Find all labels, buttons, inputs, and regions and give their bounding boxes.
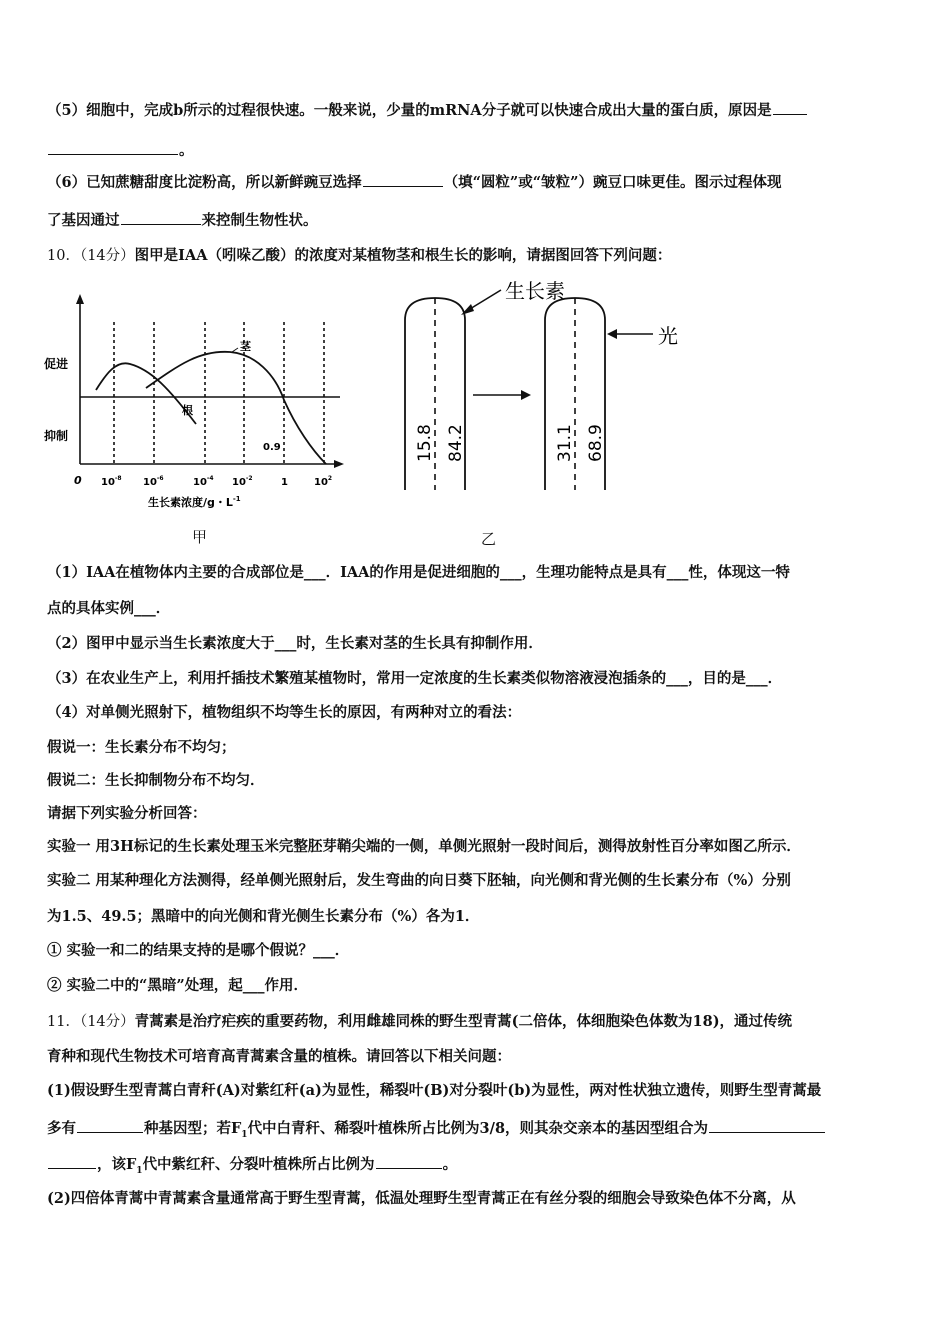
label-auxin: 生长素 <box>505 279 565 303</box>
question-number: 10．（14分） <box>47 248 135 264</box>
line-q6 <box>47 172 906 194</box>
q11-text-4c: 代中白青秆、稀裂叶植株所占比例为3/8，则其杂交亲本的基因型组合为 <box>247 1120 709 1137</box>
x-tick-labels <box>101 475 332 488</box>
tick-label: $10^{-2}$ <box>232 475 253 488</box>
value-left-2: 84.2 <box>446 424 466 462</box>
experiment-2-cont <box>47 906 906 928</box>
stem-curve <box>146 352 326 464</box>
experiment-1 <box>47 836 906 858</box>
experiment-1-text: 实验一 用3H标记的生长素处理玉米完整胚芽鞘尖端的一侧，单侧光照射一段时间后，测得放射性百分率如图乙所示． <box>47 838 801 855</box>
caption-yi: 乙 <box>481 530 497 548</box>
sub-question-2-text: ② 实验二中的“黑暗”处理，起___作用． <box>47 977 308 994</box>
question-text: 青蒿素是治疗疟疾的重要药物，利用雌雄同株的野生型青蒿(二倍体，体细胞染色体数为18)，通过传统 <box>134 1013 793 1030</box>
answer-blank[interactable] <box>709 1118 825 1133</box>
grid-lines <box>114 322 324 464</box>
subscript: 1 <box>241 1129 248 1140</box>
figure-jia <box>40 292 360 524</box>
subscript: 1 <box>136 1165 143 1176</box>
q11-text-4b: 种基因型；若F <box>144 1120 242 1137</box>
question-text: 图甲是IAA（吲哚乙酸）的浓度对某植物茎和根生长的影响，请据图回答下列问题： <box>134 247 672 264</box>
label-light: 光 <box>658 324 678 348</box>
q10-part1-text: （1）IAA在植物体内主要的合成部位是___．IAA的作用是促进细胞的___，生理功能特点是具有___性，体现这一特 <box>47 564 790 581</box>
q10-part3 <box>47 668 906 690</box>
tick-origin: 0 <box>74 474 82 487</box>
question-number: 11．（14分） <box>47 1014 135 1030</box>
line-q5 <box>47 100 906 122</box>
q11-text-4a: 多有 <box>47 1120 76 1137</box>
q10-part1 <box>47 562 906 584</box>
line-q5-cont <box>47 140 906 162</box>
q11-text-5c: 。 <box>442 1156 458 1173</box>
q11-line5 <box>47 1154 906 1182</box>
q11-line2 <box>47 1046 906 1068</box>
question-11-header <box>47 1011 906 1033</box>
sub-question-1-text: ① 实验一和二的结果支持的是哪个假说？___． <box>47 942 350 959</box>
value-left-1: 15.8 <box>415 424 435 462</box>
hypothesis-1 <box>47 737 906 759</box>
q10-part2 <box>47 633 906 655</box>
sub-question-2 <box>47 975 906 997</box>
q11-line6 <box>47 1188 906 1210</box>
answer-blank[interactable] <box>121 210 201 225</box>
q5-text: （5）细胞中，完成b所示的过程很快速。一般来说，少量的mRNA分子就可以快速合成出大量的蛋白质，原因是 <box>47 102 772 119</box>
value-right-2: 68.9 <box>586 424 606 462</box>
q11-line4 <box>47 1118 906 1146</box>
q10-part4 <box>47 702 906 724</box>
sub-question-1 <box>47 940 906 962</box>
hypothesis-2 <box>47 770 906 792</box>
question-10-header <box>47 245 906 267</box>
label-root: 根 <box>182 404 193 417</box>
answer-blank[interactable] <box>77 1118 143 1133</box>
x-axis-arrow <box>334 460 344 468</box>
hypothesis-2-text: 假说二：生长抑制物分布不均匀． <box>47 772 265 789</box>
value-right-1: 31.1 <box>555 424 575 462</box>
experiment-2-text-2: 为1.5、49.5；黑暗中的向光侧和背光侧生长素分布（%）各为1． <box>47 908 480 925</box>
answer-blank[interactable] <box>773 100 807 115</box>
label-promote: 促进 <box>44 357 69 371</box>
q6-text-2: （填“圆粒”或“皱粒”）豌豆口味更佳。图示过程体现 <box>443 174 782 191</box>
q6-text-4: 来控制生物性状。 <box>201 212 318 229</box>
figure-yi <box>395 272 695 497</box>
q5-end: 。 <box>179 142 194 159</box>
instruction-text: 请据下列实验分析回答： <box>47 805 207 822</box>
q10-part4-text: （4）对单侧光照射下，植物组织不均等生长的原因，有两种对立的看法： <box>47 704 522 721</box>
q10-part1-text-2: 点的具体实例___． <box>47 600 171 617</box>
q10-part1-cont <box>47 598 906 620</box>
answer-blank[interactable] <box>48 1154 96 1169</box>
tick-label: $10^{-6}$ <box>143 475 164 488</box>
x-axis-title: 生长素浓度/g・$L^{-1}$ <box>148 495 241 509</box>
label-stem: 茎 <box>240 340 251 353</box>
q11-text-3: (1)假设野生型青蒿白青秆(A)对紫红秆(a)为显性，稀裂叶(B)对分裂叶(b)为显性，两对性状独立遗传，则野生型青蒿最 <box>47 1082 822 1099</box>
root-curve <box>96 363 196 424</box>
label-09: 0.9 <box>263 442 281 453</box>
q10-part3-text: （3）在农业生产上，利用扦插技术繁殖某植物时，常用一定浓度的生长素类似物溶液浸泡插条的___，目的是___． <box>47 670 783 687</box>
q11-text-5b: 代中紫红秆、分裂叶植株所占比例为 <box>142 1156 375 1173</box>
q11-text-2: 育种和现代生物技术可培育高青蒿素含量的植株。请回答以下相关问题： <box>47 1048 511 1065</box>
line-q6-cont <box>47 210 906 232</box>
answer-blank[interactable] <box>363 172 443 187</box>
y-axis-arrow <box>76 294 84 304</box>
q6-text-3: 了基因通过 <box>47 212 120 229</box>
caption-jia: 甲 <box>192 528 208 546</box>
tick-label: 1 <box>281 477 288 488</box>
stem-leader <box>232 348 238 352</box>
tick-label: $10^{-8}$ <box>101 475 122 488</box>
q11-text-5a: ，该F <box>97 1156 137 1173</box>
answer-blank[interactable] <box>48 140 178 155</box>
q11-text-6: (2)四倍体青蒿中青蒿素含量通常高于野生型青蒿，低温处理野生型青蒿正在有丝分裂的细胞会导致染色体不分离，从 <box>47 1190 796 1207</box>
tick-label: $10^2$ <box>314 475 333 488</box>
experiment-2-text: 实验二 用某种理化方法测得，经单侧光照射后，发生弯曲的向日葵下胚轴，向光侧和背光侧的生长素分布（%）分别 <box>47 872 791 889</box>
experiment-2 <box>47 870 906 892</box>
instruction <box>47 803 906 825</box>
q10-part2-text: （2）图甲中显示当生长素浓度大于___时，生长素对茎的生长具有抑制作用． <box>47 635 543 652</box>
q11-line3 <box>47 1080 906 1102</box>
answer-blank[interactable] <box>376 1154 442 1169</box>
tick-label: $10^{-4}$ <box>193 475 214 488</box>
q6-text: （6）已知蔗糖甜度比淀粉高，所以新鲜豌豆选择 <box>47 174 362 191</box>
label-inhibit: 抑制 <box>44 429 69 443</box>
hypothesis-1-text: 假说一：生长素分布不均匀； <box>47 739 236 756</box>
